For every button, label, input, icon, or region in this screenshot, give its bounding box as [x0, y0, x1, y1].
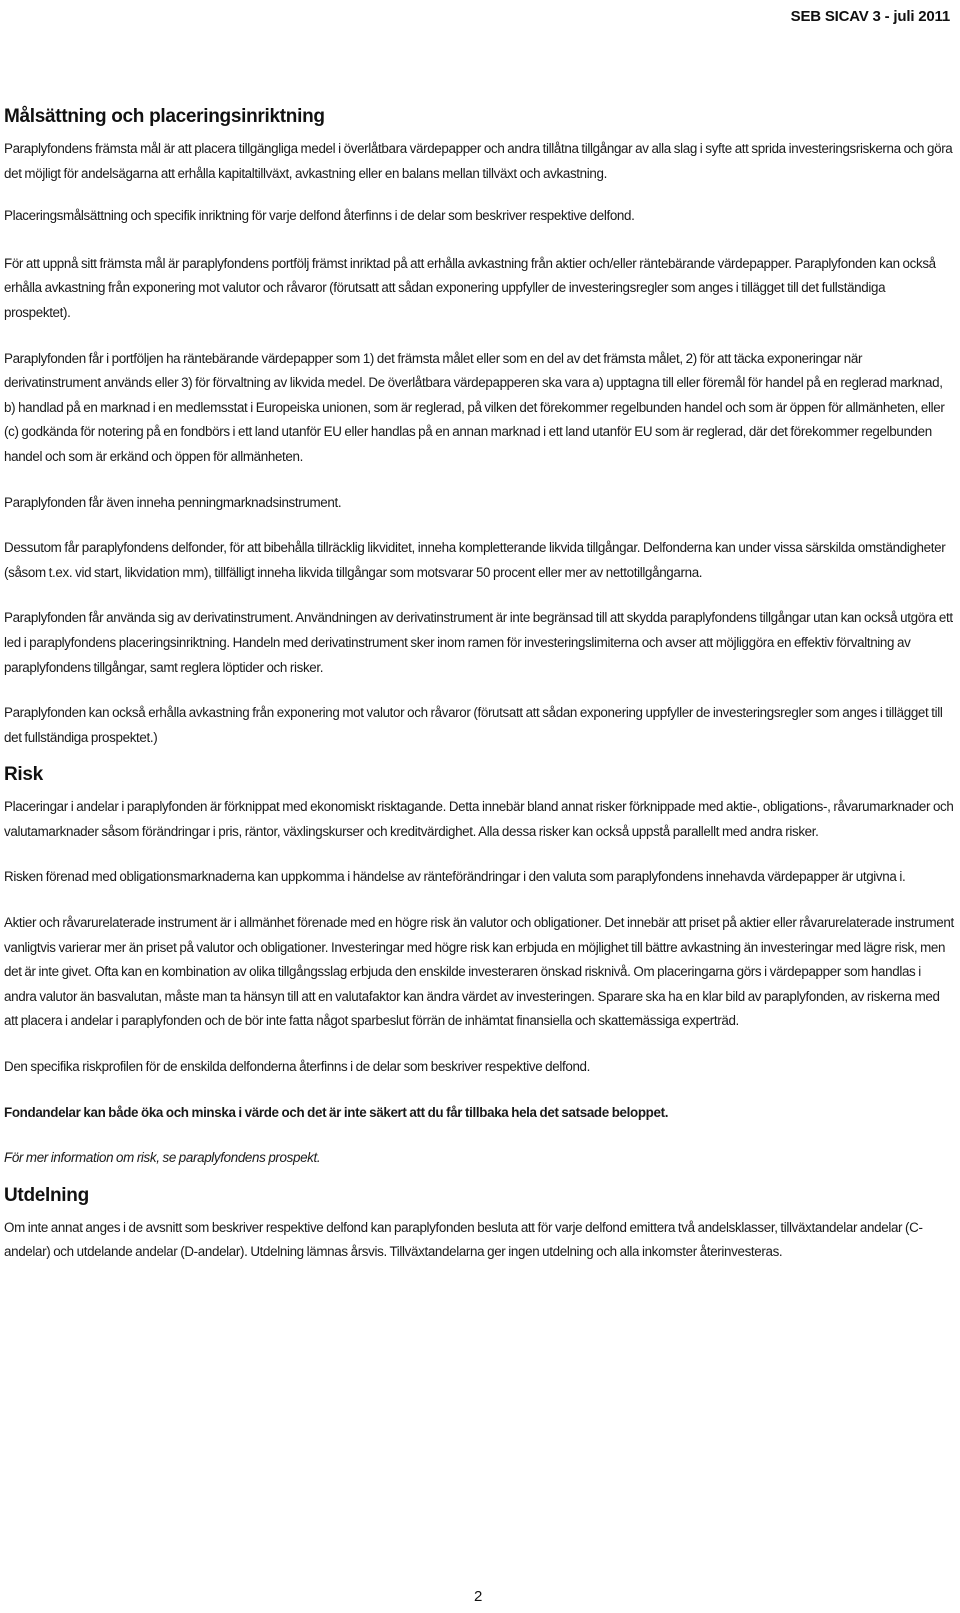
paragraph: För att uppnå sitt främsta mål är paraplyfondens portfölj främst inriktad på att erhålla avkastning från aktier och/eller räntebärande värdepapper. Paraplyfonden kan också erhålla avkastning från exponering mot valutor och råvaror (förutsatt att sådan exponering uppfyller de investeringsregler som anges i tillägget till det fullständiga prospektet). [4, 255, 936, 320]
paragraph: Placeringar i andelar i paraplyfonden är förknippat med ekonomiskt risktagande. Detta innebär bland annat risker förknippade med aktie-, obligations-, råvarumarknader och valutamarknader såsom förändringar i pris, räntor, växlingskurser och kreditvärdighet. Alla dessa risker kan också uppstå parallellt med andra risker. [4, 799, 954, 839]
paragraph: Placeringsmålsättning och specifik inriktning för varje delfond återfinns i de delar som beskriver respektive delfond. [4, 208, 635, 224]
paragraph: Paraplyfonden får i portföljen ha räntebärande värdepapper som 1) det främsta målet eller som en del av det främsta målet, 2) för att täcka exponeringar när derivatinstrument används eller 3) för förvaltning av likvida medel. De överlåtbara värdepapperen ska vara a) upptagna till eller föremål för handel på en reglerad marknad, b) handlad på en marknad i en medlemsstat i Europeiska unionen, som är reglerad, på vilken det förekommer regelbunden handel och som är öppen för allmänheten, eller (c) godkända för notering på en fondbörs i ett land utanför EU eller handlas på en annan marknad i ett land utanför EU som är reglerad, där det förekommer regelbunden handel och som är erkänd och öppen för allmänheten. [4, 350, 945, 464]
risk-warning: Fondandelar kan både öka och minska i värde och det är inte säkert att du får tillbaka hela det satsade beloppet. [4, 1104, 669, 1120]
paragraph: Paraplyfonden får även inneha penningmarknadsinstrument. [4, 494, 342, 510]
section-heading-risk: Risk [4, 764, 43, 786]
document-header: SEB SICAV 3 - juli 2011 [790, 8, 950, 25]
paragraph: Risken förenad med obligationsmarknaderna kan uppkomma i händelse av ränteförändringar i den valuta som paraplyfondens innehavda värdepapper är utgivna i. [4, 869, 906, 885]
section-heading-utdelning: Utdelning [4, 1184, 89, 1206]
paragraph: Aktier och råvarurelaterade instrument är i allmänhet förenade med en högre risk än valutor och obligationer. Det innebär att priset på aktier eller råvarurelaterade instrument vanligtvis varierar mer än priset på valutor och obligationer. Investeringar med högre risk kan erbjuda en möjlighet till bättre avkastning än investeringar med lägre risk, men det är inte givet. Ofta kan en kombination av olika tillgångsslag erbjuda den enskilde investeraren önskad risknivå. Om placeringarna görs i värdepapper som handlas i andra valutor än basvalutan, måste man ta hänsyn till att en valutafaktor kan ändra värdet av investeringen. Sparare ska ha en klar bild av paraplyfonden, av riskerna med att placera i andelar i paraplyfonden och de bör inte fatta något sparbeslut förrän de inhämtat finansiella och skattemässiga experträd. [4, 915, 954, 1029]
paragraph: Paraplyfonden kan också erhålla avkastning från exponering mot valutor och råvaror (förutsatt att sådan exponering uppfyller de investeringsregler som anges i tillägget till det fullständiga prospektet.) [4, 705, 943, 745]
page-number: 2 [474, 1588, 483, 1605]
page-content [4, 106, 954, 1283]
paragraph: Den specifika riskprofilen för de enskilda delfonderna återfinns i de delar som beskriver respektive delfond. [4, 1059, 591, 1075]
paragraph: Paraplyfondens främsta mål är att placera tillgängliga medel i överlåtbara värdepapper och andra tillåtna tillgångar av alla slag i syfte att sprida investeringsriskerna och göra det möjligt för andelsägarna att erhålla kapitaltillväxt, avkastning eller en balans mellan tillväxt och avkastning. [4, 141, 953, 181]
paragraph: Paraplyfonden får använda sig av derivatinstrument. Användningen av derivatinstrument är inte begränsad till att skydda paraplyfondens tillgångar utan kan också utgöra ett led i paraplyfondens placeringsinriktning. Handeln med derivatinstrument sker inom ramen för investeringslimiterna och avser att möjliggöra en effektiv förvaltning av paraplyfondens tillgångar, samt reglera löptider och risker. [4, 610, 953, 675]
paragraph: Om inte annat anges i de avsnitt som beskriver respektive delfond kan paraplyfonden besluta att för varje delfond emittera två andelsklasser, tillväxtandelar andelar (C-andelar) och utdelande andelar (D-andelar). Utdelning lämnas årsvis. Tillväxtandelarna ger ingen utdelning och alla inkomster återinvesteras. [4, 1219, 923, 1260]
risk-note: För mer information om risk, se paraplyfondens prospekt. [4, 1150, 321, 1166]
paragraph: Dessutom får paraplyfondens delfonder, för att bibehålla tillräcklig likviditet, inneha kompletterande likvida tillgångar. Delfonderna kan under vissa särskilda omständigheter (såsom t.ex. vid start, likvidation mm), tillfälligt inneha likvida tillgångar som motsvarar 50 procent eller mer av nettotillgångarna. [4, 540, 946, 580]
section-heading-malsattning: Målsättning och placeringsinriktning [4, 106, 325, 127]
